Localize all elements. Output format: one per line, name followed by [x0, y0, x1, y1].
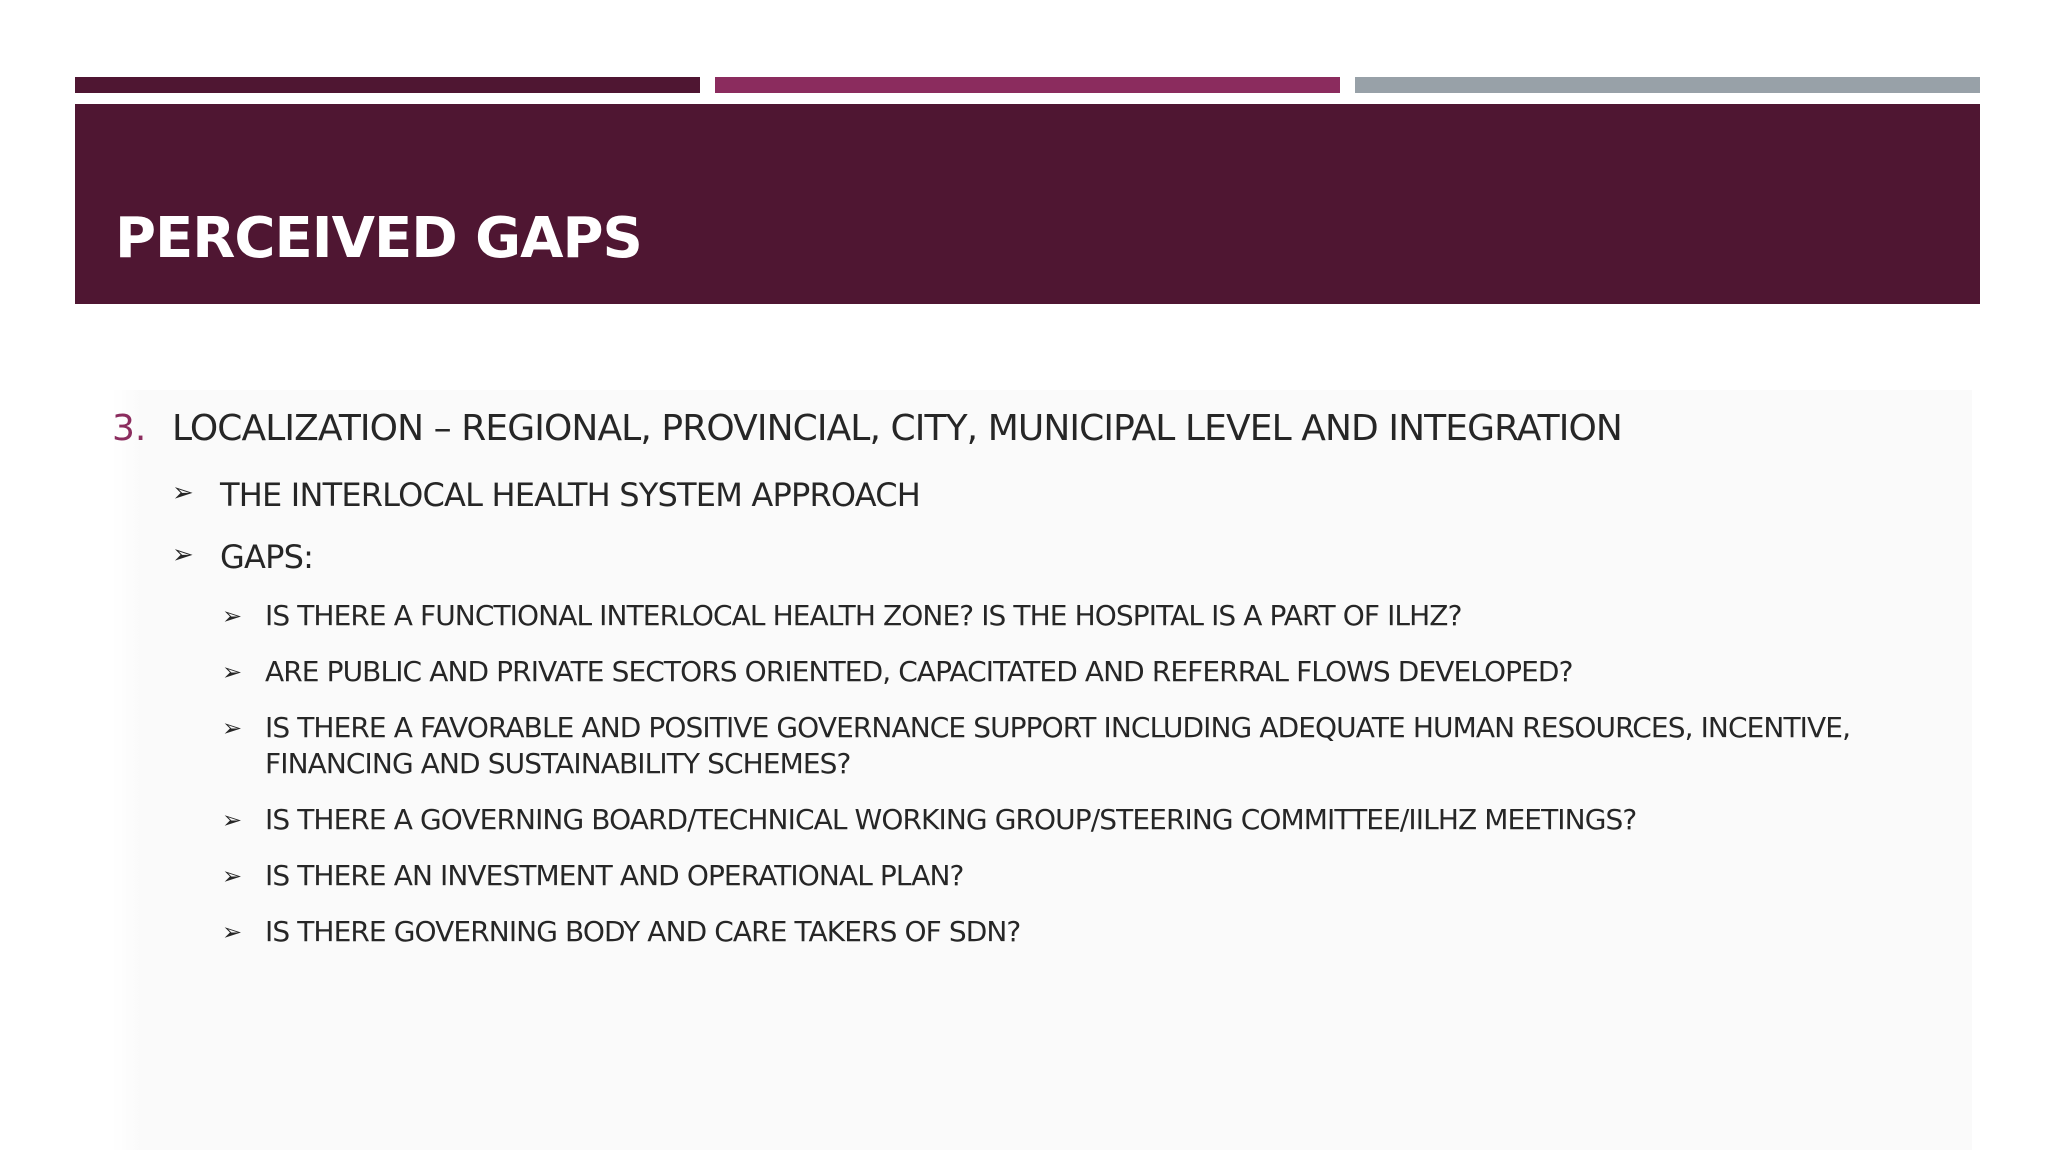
sub-item: [172, 476, 920, 514]
accent-bar-accent: [715, 77, 1340, 93]
arrowhead-bullet-icon: ➢: [222, 862, 243, 890]
accent-bar-neutral: [1355, 77, 1980, 93]
gap-item: [222, 858, 1992, 894]
section-heading-text: LOCALIZATION – REGIONAL, PROVINCIAL, CITY, MUNICIPAL LEVEL AND INTEGRATION: [172, 408, 1622, 449]
gap-item: [222, 802, 1992, 838]
gap-item-text: IS THERE A GOVERNING BOARD/TECHNICAL WORKING GROUP/STEERING COMMITTEE/IILHZ MEETINGS?: [265, 803, 1637, 836]
gap-item: [222, 598, 1992, 634]
arrowhead-bullet-icon: ➢: [222, 602, 243, 630]
sub-item-text: GAPS:: [220, 538, 314, 576]
sub-item-text: THE INTERLOCAL HEALTH SYSTEM APPROACH: [220, 476, 921, 514]
sub-item: [172, 538, 313, 576]
gap-item: [222, 710, 1992, 782]
gap-item-text: ARE PUBLIC AND PRIVATE SECTORS ORIENTED, CAPACITATED AND REFERRAL FLOWS DEVELOPED?: [265, 655, 1573, 688]
gap-item-text: IS THERE A FUNCTIONAL INTERLOCAL HEALTH ZONE? IS THE HOSPITAL IS A PART OF ILHZ?: [265, 599, 1462, 632]
slide-title: PERCEIVED GAPS: [115, 206, 642, 271]
arrowhead-bullet-icon: ➢: [222, 714, 243, 742]
gap-item-text: IS THERE GOVERNING BODY AND CARE TAKERS OF SDN?: [265, 915, 1021, 948]
gap-item-text: IS THERE AN INVESTMENT AND OPERATIONAL PLAN?: [265, 859, 964, 892]
arrowhead-bullet-icon: ➢: [222, 918, 243, 946]
arrowhead-bullet-icon: ➢: [172, 540, 194, 570]
content-area: [112, 390, 1972, 1150]
section-number: 3.: [112, 408, 147, 449]
arrowhead-bullet-icon: ➢: [222, 658, 243, 686]
accent-bar-primary: [75, 77, 700, 93]
title-band: [75, 104, 1980, 304]
gap-item: [222, 914, 1992, 950]
section-heading: [112, 408, 1962, 449]
gap-item-text: IS THERE A FAVORABLE AND POSITIVE GOVERNANCE SUPPORT INCLUDING ADEQUATE HUMAN RESOURCES, INCENTIVE, FINANCING AND SUSTAINABILITY SCHEMES?: [265, 711, 1851, 780]
arrowhead-bullet-icon: ➢: [172, 478, 194, 508]
arrowhead-bullet-icon: ➢: [222, 806, 243, 834]
gap-item: [222, 654, 1992, 690]
